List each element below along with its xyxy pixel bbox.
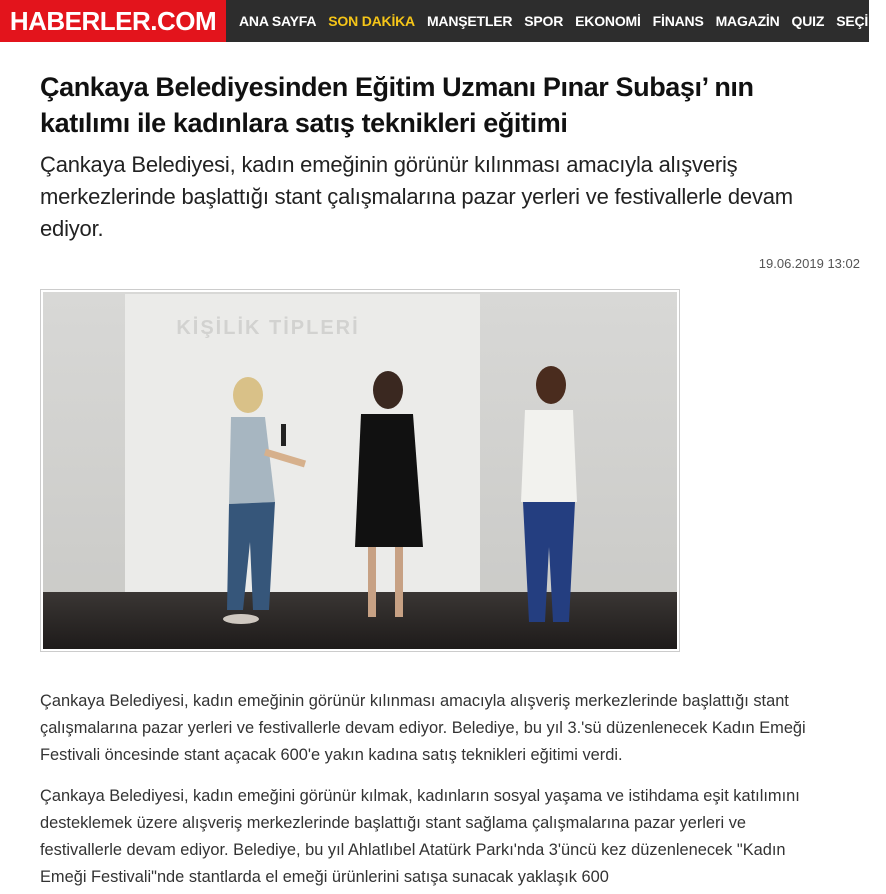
nav-item-finans[interactable]: FİNANS <box>652 13 704 29</box>
nav-item-mansetler[interactable]: MANŞETLER <box>426 13 513 29</box>
nav-item-magazin[interactable]: MAGAZİN <box>715 13 780 29</box>
nav-item-spor[interactable]: SPOR <box>524 13 564 29</box>
article-title: Çankaya Belediyesinden Eğitim Uzmanı Pınar Subaşı’ nın katılımı ile kadınlara satış teknikleri eğitimi <box>40 72 754 138</box>
nav-item-quiz[interactable]: QUIZ <box>791 13 825 29</box>
nav-item-secim[interactable]: SEÇİM <box>836 13 880 29</box>
site-logo-text: HABERLER.COM <box>9 5 217 36</box>
article-photo-image <box>43 292 677 649</box>
screen-text: KİŞİLİK TİPLERİ <box>176 317 360 339</box>
nav-item-ekonomi[interactable]: EKONOMİ <box>575 13 641 29</box>
article-paragraph: Çankaya Belediyesi, kadın emeğini görünür kılmak, kadınların sosyal yaşama ve istihdama eşit katılımını desteklemek üzere alışveriş merkezlerinde başlattığı stant sağlama çalışmalarına pazar yerleri ve festivallerle devam ediyor. Belediye, bu yıl Ahlatlıbel Atatürk Parkı'nda 3'üncü kez düzenlenecek "Kadın Emeği Festivali"nde stantlarda el emeği ürünlerini satışa sunacak yaklaşık 600 <box>40 787 800 886</box>
nav-item-ana-sayfa[interactable]: ANA SAYFA <box>239 13 317 29</box>
main-menu <box>233 0 886 42</box>
article-summary: Çankaya Belediyesi, kadın emeğinin görünür kılınması amacıyla alışveriş merkezlerinde başlattığı stant çalışmalarına pazar yerleri ve festivallerle devam ediyor. <box>40 152 793 241</box>
article-paragraph: Çankaya Belediyesi, kadın emeğinin görünür kılınması amacıyla alışveriş merkezlerinde başlattığı stant çalışmalarına pazar yerleri ve festivallerle devam ediyor. Belediye, bu yıl 3.'sü düzenlenecek Kadın Emeği Festivali öncesinde stant açacak 600'e yakın kadına satış teknikleri eğitimi verdi. <box>40 692 806 764</box>
top-navigation-bar <box>0 0 880 42</box>
projection-screen <box>125 294 480 594</box>
article-photo[interactable] <box>40 289 680 652</box>
site-logo[interactable] <box>0 0 226 42</box>
nav-item-son-dakika[interactable]: SON DAKİKA <box>328 13 415 29</box>
publish-date: 19.06.2019 13:02 <box>758 256 860 271</box>
